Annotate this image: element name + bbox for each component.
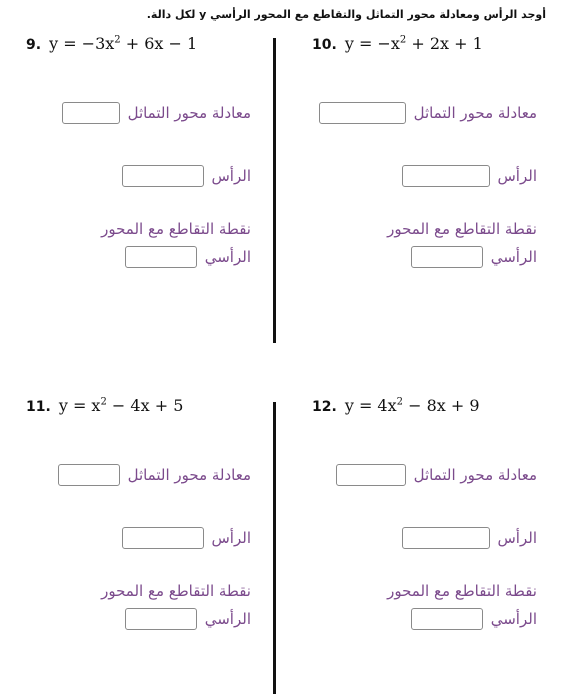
y-intercept-label-row [387, 220, 537, 238]
vertex-row [122, 165, 252, 187]
y-intercept-label-row [101, 220, 251, 238]
y-intercept-label-2: الرأسي [490, 610, 537, 628]
y-intercept-label-2: الرأسي [204, 248, 251, 266]
problem-12 [292, 392, 557, 692]
vertex-answer-box[interactable] [122, 165, 204, 187]
vertex-label: الرأس [211, 529, 251, 547]
vertical-divider-top [273, 38, 276, 343]
problem-number: 11. [26, 399, 51, 415]
equation: 11. $y = x^2 - 4x + 5$ [26, 396, 184, 415]
equation: 10. $y = -x^2 + 2x + 1$ [312, 34, 483, 53]
vertical-divider-bottom [273, 402, 276, 694]
y-intercept-answer-box[interactable] [411, 246, 483, 268]
problem-number: 12. [312, 399, 337, 415]
axis-answer-box[interactable] [336, 464, 406, 486]
y-intercept-answer-box[interactable] [125, 608, 197, 630]
axis-of-symmetry-row [58, 464, 251, 486]
y-intercept-answer-box[interactable] [411, 608, 483, 630]
y-intercept-label: نقطة التقاطع مع المحور [101, 582, 251, 600]
axis-answer-box[interactable] [319, 102, 406, 124]
y-intercept-label-row [387, 582, 537, 600]
vertex-row [122, 527, 252, 549]
y-intercept-label-row [101, 582, 251, 600]
problem-10 [292, 30, 557, 330]
y-intercept-row [125, 246, 251, 268]
y-intercept-answer-box[interactable] [125, 246, 197, 268]
vertex-row [402, 165, 538, 187]
axis-answer-box[interactable] [62, 102, 120, 124]
problem-number: 9. [26, 37, 42, 53]
vertex-label: الرأس [211, 167, 251, 185]
axis-of-symmetry-row [62, 102, 251, 124]
vertex-answer-box[interactable] [402, 165, 490, 187]
y-intercept-label-2: الرأسي [204, 610, 251, 628]
problem-11 [6, 392, 271, 692]
vertex-answer-box[interactable] [402, 527, 490, 549]
problem-number: 10. [312, 37, 337, 53]
y-intercept-label: نقطة التقاطع مع المحور [387, 220, 537, 238]
instructions: أوجد الرأس ومعادلة محور التماثل والتقاطع مع المحور الرأسي y لكل دالة. [146, 8, 546, 21]
axis-label: معادلة محور التماثل [127, 104, 251, 122]
vertex-label: الرأس [497, 529, 537, 547]
y-intercept-label: نقطة التقاطع مع المحور [387, 582, 537, 600]
equation: 9. $y = -3x^2 + 6x - 1$ [26, 34, 198, 53]
y-intercept-row [125, 608, 251, 630]
axis-label: معادلة محور التماثل [413, 466, 537, 484]
y-intercept-row [411, 608, 537, 630]
vertex-label: الرأس [497, 167, 537, 185]
axis-label: معادلة محور التماثل [413, 104, 537, 122]
y-intercept-label-2: الرأسي [490, 248, 537, 266]
y-intercept-row [411, 246, 537, 268]
equation: 12. $y = 4x^2 - 8x + 9$ [312, 396, 480, 415]
axis-of-symmetry-row [319, 102, 537, 124]
y-intercept-label: نقطة التقاطع مع المحور [101, 220, 251, 238]
problem-9 [6, 30, 271, 330]
axis-label: معادلة محور التماثل [127, 466, 251, 484]
vertex-answer-box[interactable] [122, 527, 204, 549]
axis-of-symmetry-row [336, 464, 537, 486]
vertex-row [402, 527, 538, 549]
axis-answer-box[interactable] [58, 464, 120, 486]
